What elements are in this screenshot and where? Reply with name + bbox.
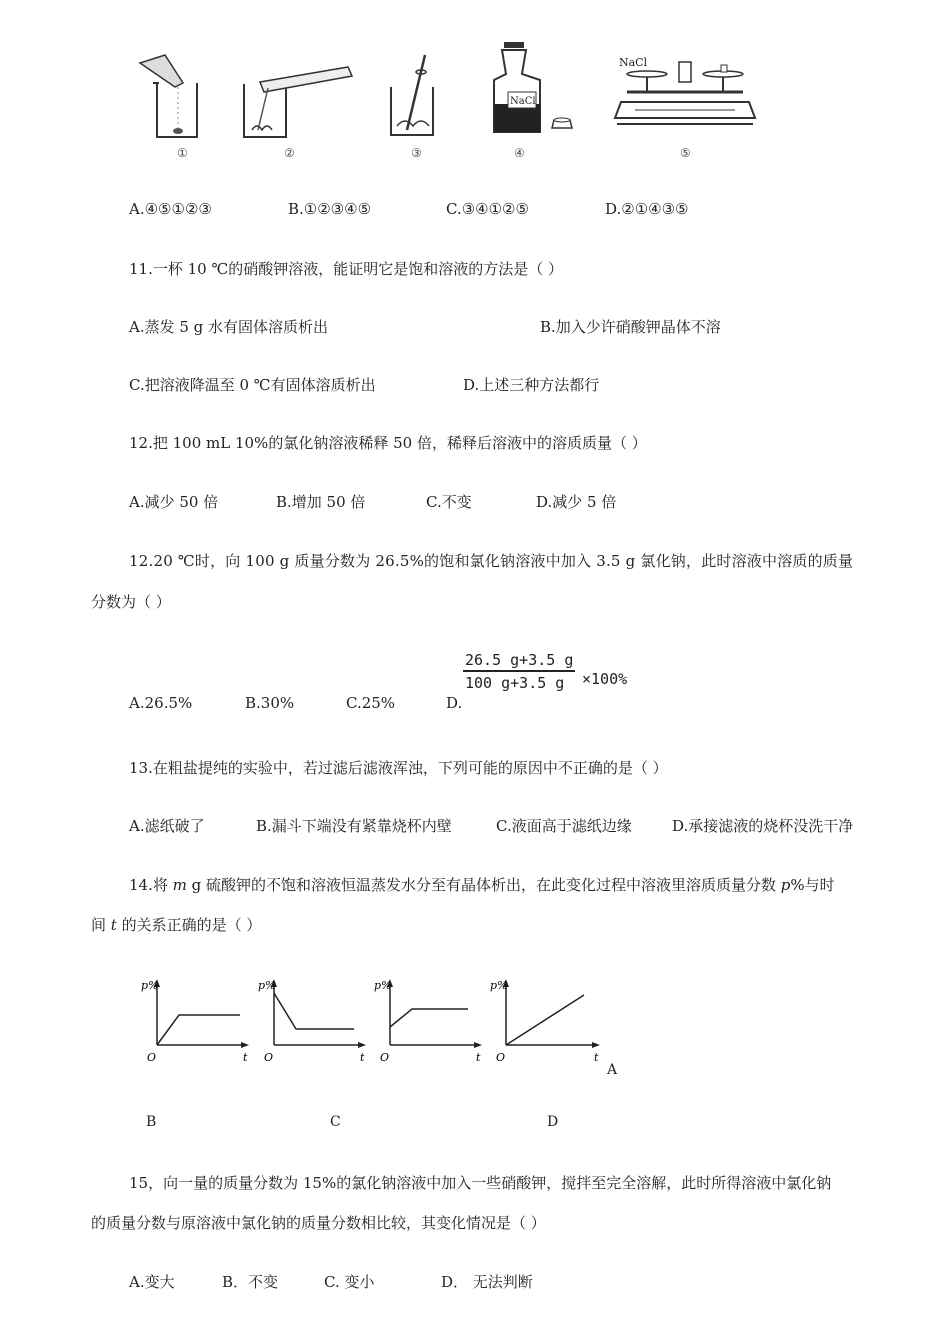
- graduated-cylinder-icon: [238, 62, 358, 147]
- q14-graph-2: [252, 975, 367, 1070]
- graph-2-origin: O: [264, 1051, 274, 1064]
- q14-graph-4: [484, 975, 604, 1070]
- graph-1-origin: O: [147, 1051, 157, 1064]
- q15-option-c[interactable]: C. 变小: [324, 1273, 375, 1291]
- q11-stem: 11.一杯 10 ℃的硝酸钾溶液，能证明它是饱和溶液的方法是（ ）: [129, 260, 564, 278]
- graph-3-origin: O: [380, 1051, 390, 1064]
- balance-icon: [615, 52, 760, 132]
- apparatus-label-3: ③: [411, 146, 422, 160]
- q15-option-a[interactable]: A.变大: [129, 1273, 175, 1291]
- apparatus-label-2: ②: [284, 146, 295, 160]
- q12a-option-b[interactable]: B.增加 50 倍: [276, 493, 366, 511]
- q12a-option-a[interactable]: A.减少 50 倍: [129, 493, 219, 511]
- graph-3-ylabel: p%: [374, 979, 392, 992]
- glass-rod-icon: [385, 50, 445, 145]
- apparatus-label-4: ④: [514, 146, 525, 160]
- q14-letter-c[interactable]: C: [330, 1114, 341, 1130]
- q10-option-a[interactable]: A.④⑤①②③: [129, 200, 212, 218]
- q12b-option-d[interactable]: D.: [446, 694, 463, 712]
- beaker-icon: [135, 55, 215, 145]
- q10-option-c[interactable]: C.③④①②⑤: [446, 200, 529, 218]
- q11-option-b[interactable]: B.加入少许硝酸钾晶体不溶: [540, 318, 721, 336]
- q12a-stem: 12.把 100 mL 10%的氯化钠溶液稀释 50 倍，稀释后溶液中的溶质质量（ ）: [129, 434, 647, 452]
- q11-option-d[interactable]: D.上述三种方法都行: [463, 376, 600, 394]
- q14-letter-d[interactable]: D: [547, 1114, 559, 1130]
- q13-option-d[interactable]: D.承接滤液的烧杯没洗干净: [672, 817, 854, 835]
- apparatus-label-5: ⑤: [680, 146, 691, 160]
- q12a-option-c[interactable]: C.不变: [426, 493, 472, 511]
- balance-label: NaCl: [619, 56, 648, 69]
- fraction-multiplier: ×100%: [582, 670, 628, 688]
- reagent-bottle-icon: [492, 40, 587, 145]
- bottle-label: NaCl: [510, 96, 536, 107]
- q10-option-d[interactable]: D.②①④③⑤: [605, 200, 689, 218]
- q14-graph-1: [135, 975, 250, 1070]
- graph-1-ylabel: p%: [141, 979, 159, 992]
- q13-option-a[interactable]: A.滤纸破了: [129, 817, 205, 835]
- q13-stem: 13.在粗盐提纯的实验中，若过滤后滤液浑浊，下列可能的原因中不正确的是（ ）: [129, 759, 668, 777]
- graph-1-xlabel: t: [243, 1051, 248, 1064]
- q12b-option-a[interactable]: A.26.5%: [129, 694, 193, 712]
- q12a-option-d[interactable]: D.减少 5 倍: [536, 493, 617, 511]
- graph-2-xlabel: t: [360, 1051, 365, 1064]
- apparatus-label-1: ①: [177, 146, 188, 160]
- q12b-stem-line2: 分数为（ ）: [91, 593, 171, 611]
- fraction-denominator: 100 g+3.5 g: [465, 674, 565, 692]
- q15-stem-line1: 15，向一量的质量分数为 15%的氯化钠溶液中加入一些硝酸钾，搅拌至完全溶解，此时所得溶液中氯化钠: [129, 1174, 832, 1192]
- q11-option-c[interactable]: C.把溶液降温至 0 ℃有固体溶质析出: [129, 376, 376, 394]
- q15-stem-line2: 的质量分数与原溶液中氯化钠的质量分数相比较，其变化情况是（ ）: [91, 1214, 546, 1232]
- q15-option-d[interactable]: D． 无法判断: [441, 1273, 533, 1291]
- graph-4-origin: O: [496, 1051, 506, 1064]
- q14-stem-line2: 间 t 的关系正确的是（ ）: [91, 916, 262, 934]
- q14-letter-a[interactable]: A: [607, 1062, 618, 1078]
- q11-option-a[interactable]: A.蒸发 5 g 水有固体溶质析出: [129, 318, 329, 336]
- q12b-stem-line1: 12.20 ℃时，向 100 g 质量分数为 26.5%的饱和氯化钠溶液中加入 3.5 g 氯化钠，此时溶液中溶质的质量: [129, 552, 854, 570]
- q13-option-c[interactable]: C.液面高于滤纸边缘: [496, 817, 632, 835]
- q14-graph-3: [368, 975, 483, 1070]
- q12b-option-c[interactable]: C.25%: [346, 694, 396, 712]
- graph-4-ylabel: p%: [490, 979, 508, 992]
- q12b-option-b[interactable]: B.30%: [245, 694, 295, 712]
- q12b-option-d-fraction: [463, 651, 575, 692]
- graph-4-xlabel: t: [594, 1051, 599, 1064]
- q14-letter-b[interactable]: B: [146, 1114, 157, 1130]
- q14-stem-line1: 14.将 m g 硫酸钾的不饱和溶液恒温蒸发水分至有晶体析出，在此变化过程中溶液里溶质质量分数 p%与时: [129, 876, 835, 894]
- q15-option-b[interactable]: B．不变: [222, 1273, 279, 1291]
- fraction-numerator: 26.5 g+3.5 g: [463, 651, 575, 672]
- graph-3-xlabel: t: [476, 1051, 481, 1064]
- graph-2-ylabel: p%: [258, 979, 276, 992]
- q10-option-b[interactable]: B.①②③④⑤: [288, 200, 372, 218]
- q13-option-b[interactable]: B.漏斗下端没有紧靠烧杯内壁: [256, 817, 452, 835]
